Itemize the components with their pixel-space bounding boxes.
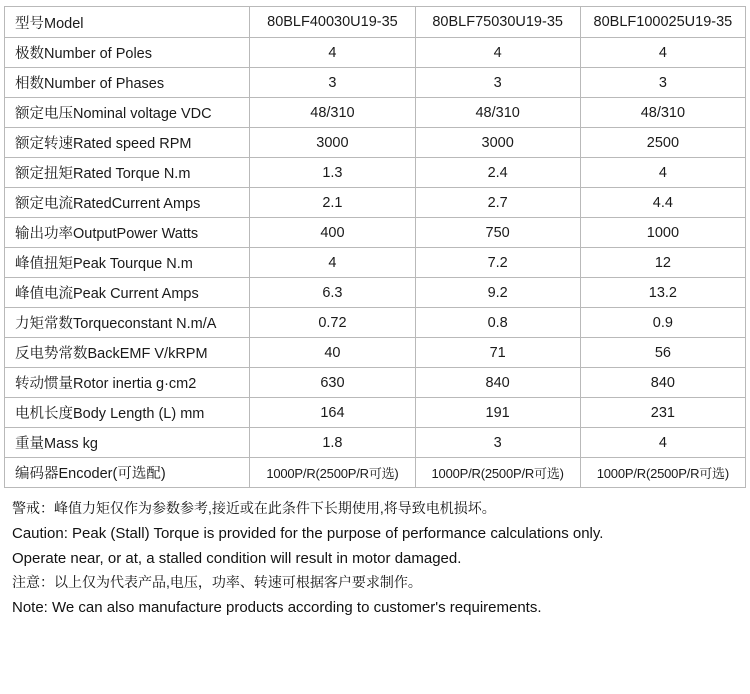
row-value: 56: [580, 338, 745, 368]
header-cell-model-3: 80BLF100025U19-35: [580, 7, 745, 38]
note-info-cn: 注意：以上仅为代表产品,电压，功率、转速可根据客户要求制作。: [12, 574, 422, 591]
row-value: 2500: [580, 128, 745, 158]
row-value: 1000: [580, 218, 745, 248]
table-row: [5, 128, 746, 158]
row-value: 3: [415, 428, 580, 458]
row-value: 1.3: [250, 158, 415, 188]
table-row: [5, 158, 746, 188]
row-label: 峰值电流Peak Current Amps: [5, 278, 250, 308]
row-value: 630: [250, 368, 415, 398]
row-value: 71: [415, 338, 580, 368]
row-label: 重量Mass kg: [5, 428, 250, 458]
row-value: 4: [580, 38, 745, 68]
row-label: 转动惯量Rotor inertia g·cm2: [5, 368, 250, 398]
row-value: 840: [580, 368, 745, 398]
table-row: [5, 188, 746, 218]
row-value: 750: [415, 218, 580, 248]
table-row: [5, 338, 746, 368]
row-label: 力矩常数Torqueconstant N.m/A: [5, 308, 250, 338]
row-value: 4: [580, 158, 745, 188]
row-value: 7.2: [415, 248, 580, 278]
table-row: [5, 308, 746, 338]
row-label: 相数Number of Phases: [5, 68, 250, 98]
row-value: 48/310: [250, 98, 415, 128]
row-value: 1.8: [250, 428, 415, 458]
row-value: 0.9: [580, 308, 745, 338]
row-value: 231: [580, 398, 745, 428]
table-row: [5, 98, 746, 128]
note-caution-cn: 警戒：峰值力矩仅作为参数参考,接近或在此条件下长期使用,将导致电机损坏。: [12, 500, 496, 516]
row-value: 40: [250, 338, 415, 368]
row-label: 编码器Encoder(可选配): [5, 458, 250, 488]
table-row: [5, 428, 746, 458]
row-value: 4.4: [580, 188, 745, 218]
row-value: 164: [250, 398, 415, 428]
row-label: 极数Number of Poles: [5, 38, 250, 68]
row-value: 4: [415, 38, 580, 68]
row-value: 0.8: [415, 308, 580, 338]
row-value: 0.72: [250, 308, 415, 338]
motor-specification-table: [4, 6, 746, 488]
row-value: 4: [580, 428, 745, 458]
row-value: 4: [250, 248, 415, 278]
row-value: 2.4: [415, 158, 580, 188]
table-row: [5, 248, 746, 278]
table-row: [5, 458, 746, 488]
table-row: [5, 368, 746, 398]
row-value: 3000: [250, 128, 415, 158]
row-value: 1000P/R(2500P/R可选): [415, 458, 580, 488]
row-value: 400: [250, 218, 415, 248]
row-label: 电机长度Body Length (L) mm: [5, 398, 250, 428]
row-value: 1000P/R(2500P/R可选): [580, 458, 745, 488]
row-value: 3000: [415, 128, 580, 158]
row-value: 3: [250, 68, 415, 98]
note-info-en: Note: We can also manufacture products according to customer's requirements.: [12, 598, 542, 616]
note-caution-en-line2: Operate near, or at, a stalled condition will result in motor damaged.: [12, 549, 462, 567]
table-row: [5, 398, 746, 428]
table-row: [5, 38, 746, 68]
row-value: 840: [415, 368, 580, 398]
row-value: 48/310: [580, 98, 745, 128]
row-value: 2.7: [415, 188, 580, 218]
table-header-row: [5, 7, 746, 38]
row-label: 额定电流RatedCurrent Amps: [5, 188, 250, 218]
row-label: 额定转速Rated speed RPM: [5, 128, 250, 158]
row-value: 4: [250, 38, 415, 68]
row-value: 48/310: [415, 98, 580, 128]
notes-section: [8, 498, 742, 619]
table-body: [5, 7, 746, 488]
row-value: 3: [580, 68, 745, 98]
row-value: 9.2: [415, 278, 580, 308]
table-row: [5, 68, 746, 98]
note-caution-en-line1: Caution: Peak (Stall) Torque is provided for the purpose of performance calculations only.: [12, 524, 604, 542]
row-label: 反电势常数BackEMF V/kRPM: [5, 338, 250, 368]
header-cell-model-1: 80BLF40030U19-35: [250, 7, 415, 38]
row-value: 6.3: [250, 278, 415, 308]
row-label: 输出功率OutputPower Watts: [5, 218, 250, 248]
row-value: 1000P/R(2500P/R可选): [250, 458, 415, 488]
row-value: 2.1: [250, 188, 415, 218]
header-cell-model-2: 80BLF75030U19-35: [415, 7, 580, 38]
row-label: 额定扭矩Rated Torque N.m: [5, 158, 250, 188]
row-label: 峰值扭矩Peak Tourque N.m: [5, 248, 250, 278]
table-row: [5, 218, 746, 248]
header-cell-model: 型号Model: [5, 7, 250, 38]
table-row: [5, 278, 746, 308]
row-label: 额定电压Nominal voltage VDC: [5, 98, 250, 128]
row-value: 191: [415, 398, 580, 428]
row-value: 13.2: [580, 278, 745, 308]
row-value: 3: [415, 68, 580, 98]
row-value: 12: [580, 248, 745, 278]
